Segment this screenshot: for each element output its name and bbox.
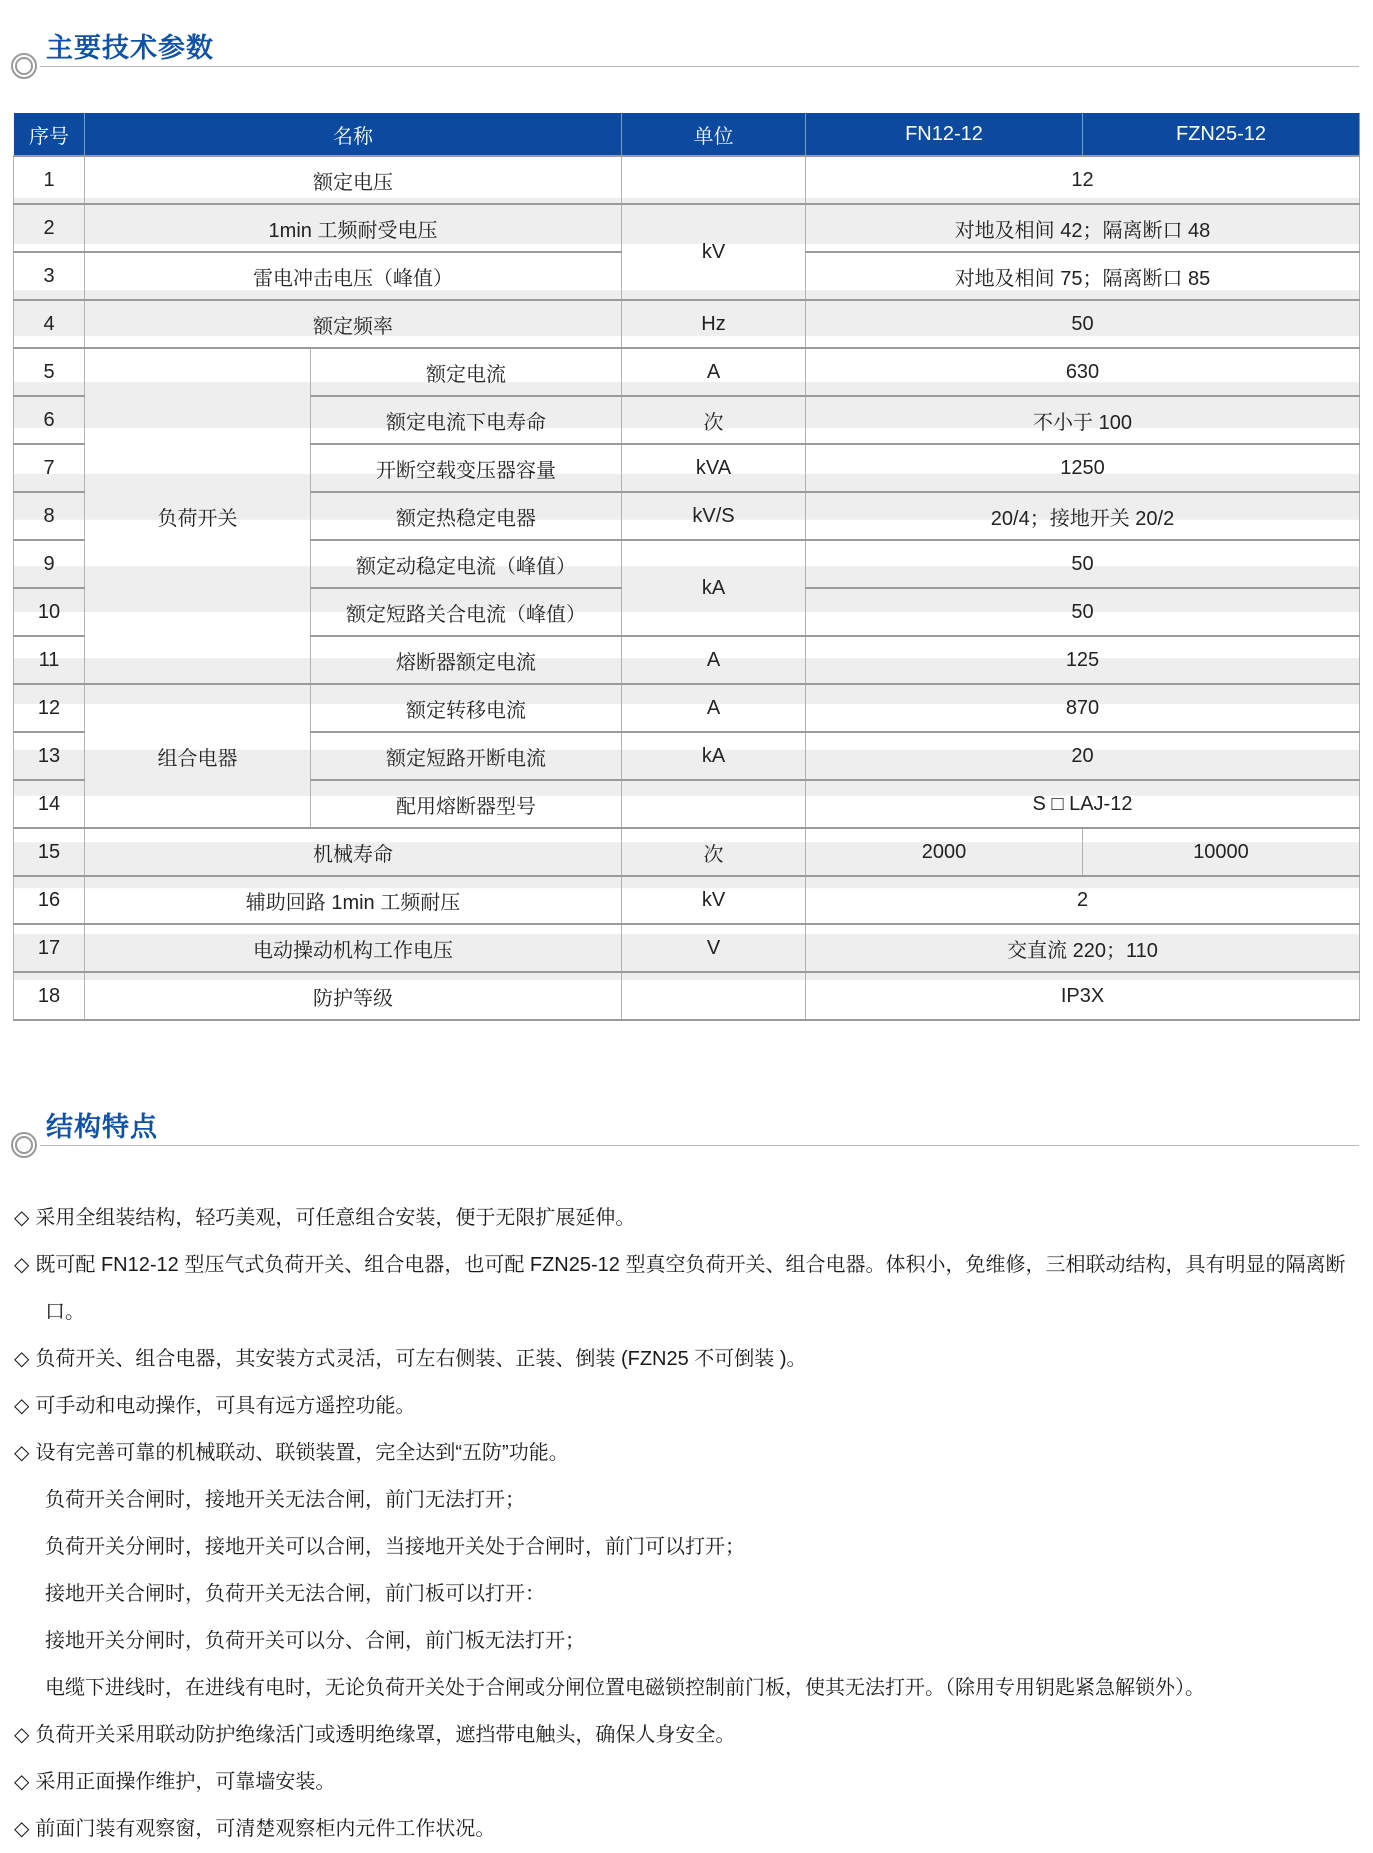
section-rule-line [40,66,1359,67]
diamond-bullet-icon: ◇ [14,1771,30,1793]
table-row [14,924,1360,972]
param-value: 50 [806,300,1360,348]
row-number: 9 [14,540,85,588]
param-name: 1min 工频耐受电压 [85,204,622,252]
param-unit: kA [622,540,806,636]
row-number: 6 [14,396,85,444]
table-row [14,972,1360,1020]
col-header-no: 序号 [14,113,85,157]
features-section-head [0,1079,1373,1169]
param-value-fn12: 2000 [806,828,1083,876]
feature-item [14,1383,1359,1430]
row-number: 13 [14,732,85,780]
row-number: 15 [14,828,85,876]
col-header-fn12: FN12-12 [806,113,1083,157]
row-number: 11 [14,636,85,684]
diamond-bullet-icon: ◇ [14,1724,30,1746]
param-name: 额定动稳定电流（峰值） [311,540,622,588]
param-name: 额定热稳定电器 [311,492,622,540]
param-value: 12 [806,156,1360,204]
feature-sub-line: 电缆下进线时，在进线有电时，无论负荷开关处于合闸或分闸位置电磁锁控制前门板，使其无法打开。（除用专用钥匙紧急解锁外）。 [45,1677,1205,1699]
param-value: 对地及相间 42；隔离断口 48 [806,204,1360,252]
param-name: 额定短路开断电流 [311,732,622,780]
row-number: 17 [14,924,85,972]
parameters-table [13,112,1360,1021]
param-value: 对地及相间 75；隔离断口 85 [806,252,1360,300]
param-name: 机械寿命 [85,828,622,876]
param-value-fzn25: 10000 [1083,828,1360,876]
param-value: IP3X [806,972,1360,1020]
param-name: 额定短路关合电流（峰值） [311,588,622,636]
table-row [14,156,1360,204]
param-unit: kV [622,876,806,924]
param-value: 125 [806,636,1360,684]
section-rule-line [40,1145,1359,1146]
param-name: 防护等级 [85,972,622,1020]
feature-item [14,1195,1359,1242]
param-name: 雷电冲击电压（峰值） [85,252,622,300]
param-unit: A [622,636,806,684]
param-unit: kVA [622,444,806,492]
param-unit: 次 [622,828,806,876]
group-cell-load-switch: 负荷开关 [85,348,311,684]
param-value: 50 [806,588,1360,636]
param-unit: 次 [622,396,806,444]
param-name: 额定电流 [311,348,622,396]
param-name: 额定电压 [85,156,622,204]
param-name: 电动操动机构工作电压 [85,924,622,972]
param-value: 20/4；接地开关 20/2 [806,492,1360,540]
feature-text: 可手动和电动操作，可具有远方遥控功能。 [35,1395,416,1417]
row-number: 12 [14,684,85,732]
param-unit: Hz [622,300,806,348]
feature-text: 负荷开关、组合电器，其安装方式灵活，可左右侧装、正装、倒装 (FZN25 不可倒装 )。 [35,1348,807,1370]
parameters-table-wrap [13,112,1360,1021]
features-list [14,1195,1359,1853]
feature-sub-line: 负荷开关分闸时，接地开关可以合闸，当接地开关处于合闸时，前门可以打开； [45,1536,745,1558]
feature-item [14,1712,1359,1759]
param-unit: kV [622,204,806,300]
double-ring-icon [11,1132,37,1158]
feature-item [14,1430,1359,1477]
feature-text: 既可配 FN12-12 型压气式负荷开关、组合电器，也可配 FZN25-12 型真空负荷开关、组合电器。体积小，免维修，三相联动结构，具有明显的隔离断口。 [35,1254,1346,1323]
diamond-bullet-icon: ◇ [14,1348,30,1370]
param-unit: A [622,684,806,732]
params-section-head [0,0,1373,90]
double-ring-icon [11,53,37,79]
feature-text: 采用正面操作维护，可靠墙安装。 [35,1771,336,1793]
param-value: 交直流 220；110 [806,924,1360,972]
feature-text: 负荷开关采用联动防护绝缘活门或透明绝缘罩，遮挡带电触头，确保人身安全。 [35,1724,736,1746]
col-header-unit: 单位 [622,113,806,157]
param-name: 额定频率 [85,300,622,348]
feature-sub-line: 接地开关分闸时，负荷开关可以分、合闸，前门板无法打开； [45,1630,585,1652]
param-name: 额定电流下电寿命 [311,396,622,444]
feature-text: 设有完善可靠的机械联动、联锁装置，完全达到“五防”功能。 [35,1442,569,1464]
param-unit [622,972,806,1020]
table-header-row [14,113,1360,157]
feature-item [14,1336,1359,1383]
param-value: 870 [806,684,1360,732]
row-number: 14 [14,780,85,828]
feature-text: 采用全组装结构，轻巧美观，可任意组合安装，便于无限扩展延伸。 [35,1207,636,1229]
feature-item [14,1759,1359,1806]
col-header-fzn25: FZN25-12 [1083,113,1360,157]
table-row [14,828,1360,876]
table-row [14,684,1360,732]
param-unit: kA [622,732,806,780]
row-number: 2 [14,204,85,252]
param-unit [622,156,806,204]
diamond-bullet-icon: ◇ [14,1442,30,1464]
params-section-title: 主要技术参数 [46,33,214,63]
param-value: 1250 [806,444,1360,492]
diamond-bullet-icon: ◇ [14,1254,30,1276]
param-value: 630 [806,348,1360,396]
table-row [14,876,1360,924]
feature-text: 前面门装有观察窗，可清楚观察柜内元件工作状况。 [35,1818,496,1840]
feature-sub-line: 负荷开关合闸时，接地开关无法合闸，前门无法打开； [45,1489,525,1511]
param-name: 开断空载变压器容量 [311,444,622,492]
param-value: 不小于 100 [806,396,1360,444]
features-section-title: 结构特点 [46,1112,158,1142]
row-number: 3 [14,252,85,300]
row-number: 10 [14,588,85,636]
row-number: 18 [14,972,85,1020]
diamond-bullet-icon: ◇ [14,1207,30,1229]
param-value: 20 [806,732,1360,780]
feature-sub-line: 接地开关合闸时，负荷开关无法合闸，前门板可以打开： [45,1583,545,1605]
row-number: 1 [14,156,85,204]
feature-item [14,1242,1359,1336]
row-number: 4 [14,300,85,348]
feature-item [14,1806,1359,1853]
group-cell-combined: 组合电器 [85,684,311,828]
param-name: 配用熔断器型号 [311,780,622,828]
param-unit: A [622,348,806,396]
param-value: S □ LAJ-12 [806,780,1360,828]
param-unit: V [622,924,806,972]
param-name: 熔断器额定电流 [311,636,622,684]
param-unit [622,780,806,828]
table-row [14,300,1360,348]
row-number: 16 [14,876,85,924]
param-value: 50 [806,540,1360,588]
param-value: 2 [806,876,1360,924]
diamond-bullet-icon: ◇ [14,1395,30,1417]
row-number: 5 [14,348,85,396]
param-unit: kV/S [622,492,806,540]
row-number: 8 [14,492,85,540]
row-number: 7 [14,444,85,492]
table-row [14,348,1360,396]
table-row [14,204,1360,252]
diamond-bullet-icon: ◇ [14,1818,30,1840]
col-header-name: 名称 [85,113,622,157]
param-name: 额定转移电流 [311,684,622,732]
param-name: 辅助回路 1min 工频耐压 [85,876,622,924]
